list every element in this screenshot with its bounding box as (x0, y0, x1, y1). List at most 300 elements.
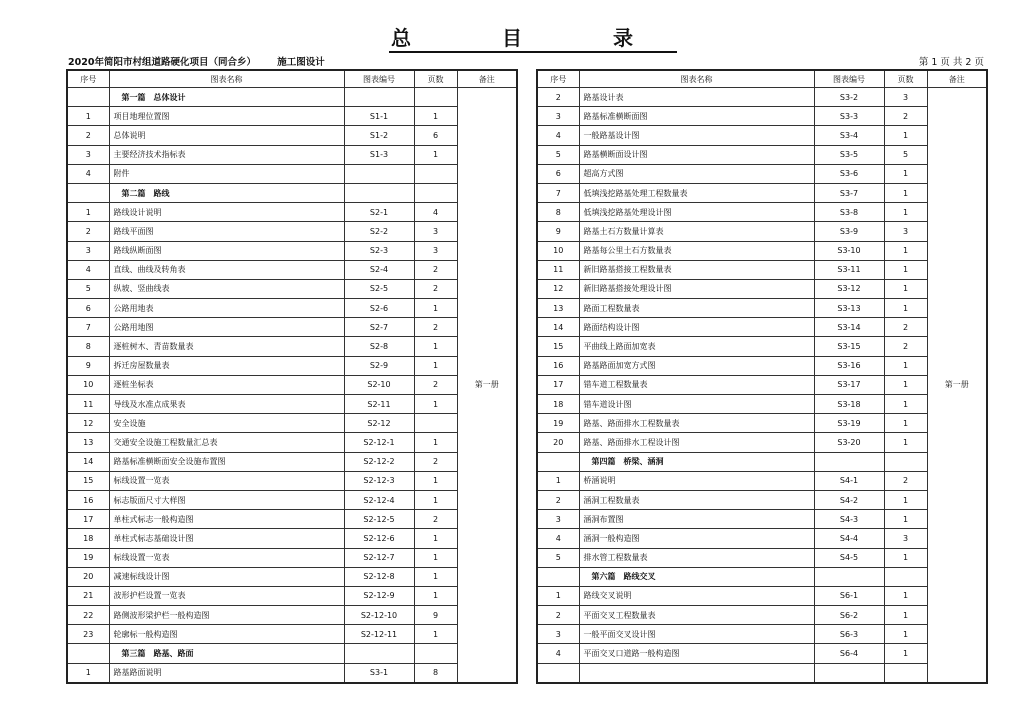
cell-pages (884, 663, 927, 683)
cell-code: S3-18 (814, 395, 884, 414)
table-row (537, 203, 987, 222)
cell-pages: 5 (884, 145, 927, 164)
table-row (67, 567, 517, 586)
cell-seq: 11 (67, 395, 109, 414)
cell-pages: 2 (414, 510, 457, 529)
cell-pages: 2 (414, 260, 457, 279)
cell-name: 减速标线设计图 (109, 567, 344, 586)
table-row (67, 452, 517, 471)
table-header-row (67, 70, 517, 88)
cell-name: 路线交叉说明 (579, 586, 814, 605)
cell-seq: 2 (67, 126, 109, 145)
cell-code: S3-11 (814, 260, 884, 279)
cell-pages: 1 (884, 241, 927, 260)
cell-code: S3-3 (814, 107, 884, 126)
cell-seq: 14 (67, 452, 109, 471)
cell-pages: 1 (884, 510, 927, 529)
cell-name: 逐桩坐标表 (109, 375, 344, 394)
cell-name: 排水管工程数量表 (579, 548, 814, 567)
section-title: 第二篇 路线 (109, 183, 344, 202)
section-title: 第三篇 路基、路面 (109, 644, 344, 663)
table-row (537, 299, 987, 318)
cell-name: 导线及水准点成果表 (109, 395, 344, 414)
cell-name: 新旧路基搭接处理设计图 (579, 279, 814, 298)
cell-pages: 1 (884, 356, 927, 375)
cell-seq: 15 (537, 337, 579, 356)
cell-pages: 1 (884, 548, 927, 567)
cell-seq: 3 (67, 241, 109, 260)
cell-seq: 18 (537, 395, 579, 414)
cell-pages: 1 (884, 414, 927, 433)
cell-pages: 3 (414, 222, 457, 241)
header-pages: 页数 (414, 70, 457, 88)
cell-pages (414, 164, 457, 183)
section-row (67, 183, 517, 202)
cell-name: 轮廓标一般构造图 (109, 625, 344, 644)
cell-code: S2-12-10 (344, 606, 414, 625)
cell-seq: 6 (537, 164, 579, 183)
cell-name: 交通安全设施工程数量汇总表 (109, 433, 344, 452)
header-note: 备注 (927, 70, 987, 88)
table-row (537, 529, 987, 548)
cell-code: S2-1 (344, 203, 414, 222)
cell-name: 路基土石方数量计算表 (579, 222, 814, 241)
cell-pages (414, 644, 457, 663)
cell-seq: 3 (537, 107, 579, 126)
left-catalog-table (66, 69, 518, 684)
table-row (537, 644, 987, 663)
table-row (537, 663, 987, 683)
cell-pages: 1 (884, 126, 927, 145)
cell-code: S4-3 (814, 510, 884, 529)
cell-name: 超高方式图 (579, 164, 814, 183)
cell-code: S2-12-3 (344, 471, 414, 490)
cell-seq (67, 183, 109, 202)
cell-code: S2-3 (344, 241, 414, 260)
cell-pages: 2 (884, 318, 927, 337)
cell-code: S2-12-11 (344, 625, 414, 644)
cell-name: 单柱式标志一般构造图 (109, 510, 344, 529)
table-row (67, 203, 517, 222)
table-row (537, 395, 987, 414)
cell-code: S3-4 (814, 126, 884, 145)
table-row (67, 471, 517, 490)
document-title (0, 22, 1024, 53)
section-row (537, 452, 987, 471)
header-name: 图表名称 (109, 70, 344, 88)
cell-code: S3-17 (814, 375, 884, 394)
cell-pages: 1 (414, 337, 457, 356)
cell-seq: 5 (537, 145, 579, 164)
cell-pages: 1 (414, 471, 457, 490)
header-code: 图表编号 (344, 70, 414, 88)
table-row (67, 663, 517, 683)
cell-name: 单柱式标志基础设计图 (109, 529, 344, 548)
cell-pages: 1 (414, 299, 457, 318)
cell-name: 公路用地图 (109, 318, 344, 337)
cell-seq: 6 (67, 299, 109, 318)
cell-name: 纵坡、竖曲线表 (109, 279, 344, 298)
cell-seq: 1 (537, 471, 579, 490)
right-catalog-table (536, 69, 988, 684)
cell-pages: 1 (414, 490, 457, 509)
title-text: 总 目 录 (389, 22, 677, 53)
cell-code: S6-1 (814, 586, 884, 605)
cell-pages: 1 (414, 107, 457, 126)
cell-name: 低填浅挖路基处理设计图 (579, 203, 814, 222)
cell-name: 主要经济技术指标表 (109, 145, 344, 164)
cell-pages: 8 (414, 663, 457, 683)
cell-name: 低填浅挖路基处理工程数量表 (579, 183, 814, 202)
cell-name: 标志版面尺寸大样图 (109, 490, 344, 509)
cell-seq: 4 (67, 260, 109, 279)
table-row (537, 222, 987, 241)
cell-name: 涵洞一般构造图 (579, 529, 814, 548)
cell-pages: 1 (414, 145, 457, 164)
table-row (67, 164, 517, 183)
cell-seq: 17 (67, 510, 109, 529)
cell-pages: 1 (884, 395, 927, 414)
cell-seq: 10 (67, 375, 109, 394)
table-row (537, 337, 987, 356)
cell-pages: 1 (414, 395, 457, 414)
cell-code (814, 452, 884, 471)
table-row (67, 241, 517, 260)
table-row (537, 279, 987, 298)
cell-seq: 9 (537, 222, 579, 241)
cell-name: 标线设置一览表 (109, 471, 344, 490)
table-row (537, 318, 987, 337)
cell-pages (884, 567, 927, 586)
cell-name: 新旧路基搭接工程数量表 (579, 260, 814, 279)
cell-seq: 12 (537, 279, 579, 298)
section-row (537, 567, 987, 586)
table-row (67, 625, 517, 644)
cell-seq: 22 (67, 606, 109, 625)
cell-code: S4-2 (814, 490, 884, 509)
table-row (537, 88, 987, 107)
cell-pages: 1 (884, 586, 927, 605)
cell-pages: 4 (414, 203, 457, 222)
cell-pages: 1 (884, 375, 927, 394)
cell-seq: 12 (67, 414, 109, 433)
cell-pages: 2 (414, 375, 457, 394)
cell-seq: 23 (67, 625, 109, 644)
table-row (67, 356, 517, 375)
cell-seq: 2 (537, 88, 579, 107)
table-row (537, 356, 987, 375)
cell-code: S2-12-9 (344, 586, 414, 605)
table-row (537, 126, 987, 145)
cell-seq: 4 (537, 126, 579, 145)
cell-pages: 1 (884, 183, 927, 202)
cell-code (344, 164, 414, 183)
cell-seq: 10 (537, 241, 579, 260)
cell-pages: 2 (884, 107, 927, 126)
table-row (67, 433, 517, 452)
cell-name: 直线、曲线及转角表 (109, 260, 344, 279)
table-row (67, 490, 517, 509)
cell-seq: 13 (67, 433, 109, 452)
cell-seq: 15 (67, 471, 109, 490)
volume-note: 第一册 (457, 88, 517, 683)
table-row (67, 222, 517, 241)
cell-name: 公路用地表 (109, 299, 344, 318)
cell-seq: 1 (537, 586, 579, 605)
cell-name: 拆迁房屋数量表 (109, 356, 344, 375)
cell-code: S2-12-5 (344, 510, 414, 529)
cell-seq: 4 (537, 644, 579, 663)
cell-code: S3-20 (814, 433, 884, 452)
table-row (67, 375, 517, 394)
cell-pages: 1 (884, 203, 927, 222)
cell-seq: 17 (537, 375, 579, 394)
cell-code: S2-4 (344, 260, 414, 279)
cell-seq: 2 (537, 606, 579, 625)
cell-code: S3-2 (814, 88, 884, 107)
table-row (67, 299, 517, 318)
table-row (537, 183, 987, 202)
table-row (67, 395, 517, 414)
cell-pages: 1 (414, 625, 457, 644)
cell-seq: 1 (67, 107, 109, 126)
cell-code: S2-6 (344, 299, 414, 318)
section-title: 第一篇 总体设计 (109, 88, 344, 107)
cell-code: S3-14 (814, 318, 884, 337)
table-row (537, 260, 987, 279)
cell-name: 一般平面交叉设计图 (579, 625, 814, 644)
cell-code: S4-1 (814, 471, 884, 490)
cell-name: 安全设施 (109, 414, 344, 433)
cell-pages: 1 (884, 606, 927, 625)
project-header (68, 54, 325, 68)
cell-seq: 3 (67, 145, 109, 164)
cell-pages: 3 (884, 529, 927, 548)
cell-seq: 9 (67, 356, 109, 375)
cell-seq: 2 (537, 490, 579, 509)
header-seq: 序号 (537, 70, 579, 88)
cell-code: S2-12-6 (344, 529, 414, 548)
table-row (67, 318, 517, 337)
cell-pages: 1 (884, 644, 927, 663)
cell-name: 附件 (109, 164, 344, 183)
cell-pages: 1 (884, 260, 927, 279)
cell-code: S2-2 (344, 222, 414, 241)
cell-name: 路基路面说明 (109, 663, 344, 683)
cell-code (814, 567, 884, 586)
header-seq: 序号 (67, 70, 109, 88)
project-name: 2020年简阳市村组道路硬化项目（同合乡） (68, 57, 256, 68)
cell-name: 路线设计说明 (109, 203, 344, 222)
cell-name: 路面结构设计图 (579, 318, 814, 337)
cell-code (344, 644, 414, 663)
cell-seq: 5 (537, 548, 579, 567)
cell-code: S2-9 (344, 356, 414, 375)
cell-code: S2-12-1 (344, 433, 414, 452)
table-row (537, 107, 987, 126)
cell-name: 标线设置一览表 (109, 548, 344, 567)
table-row (537, 164, 987, 183)
cell-name: 路基、路面排水工程设计图 (579, 433, 814, 452)
table-row (537, 375, 987, 394)
cell-code: S1-3 (344, 145, 414, 164)
table-row (67, 337, 517, 356)
cell-name: 一般路基设计图 (579, 126, 814, 145)
cell-pages (414, 414, 457, 433)
cell-seq: 19 (537, 414, 579, 433)
table-header-row (537, 70, 987, 88)
cell-pages (414, 88, 457, 107)
table-row (67, 414, 517, 433)
cell-pages: 1 (414, 567, 457, 586)
cell-code (814, 663, 884, 683)
cell-code: S2-5 (344, 279, 414, 298)
cell-pages: 6 (414, 126, 457, 145)
table-row (67, 510, 517, 529)
cell-pages: 2 (884, 337, 927, 356)
cell-name: 涵洞布置图 (579, 510, 814, 529)
cell-seq: 4 (537, 529, 579, 548)
table-row (537, 586, 987, 605)
cell-code: S2-12-8 (344, 567, 414, 586)
cell-pages: 3 (414, 241, 457, 260)
cell-code: S3-9 (814, 222, 884, 241)
cell-name: 总体说明 (109, 126, 344, 145)
cell-seq (67, 644, 109, 663)
cell-pages: 1 (884, 164, 927, 183)
table-row (537, 548, 987, 567)
cell-name: 路基横断面设计图 (579, 145, 814, 164)
cell-name: 路基路面加宽方式图 (579, 356, 814, 375)
cell-code: S3-16 (814, 356, 884, 375)
header-name: 图表名称 (579, 70, 814, 88)
cell-name: 桥涵说明 (579, 471, 814, 490)
cell-pages: 1 (884, 279, 927, 298)
cell-name: 路基标准横断面图 (579, 107, 814, 126)
cell-code: S3-8 (814, 203, 884, 222)
cell-seq: 8 (537, 203, 579, 222)
header-code: 图表编号 (814, 70, 884, 88)
table-row (537, 490, 987, 509)
cell-seq: 2 (67, 222, 109, 241)
cell-pages: 1 (414, 356, 457, 375)
cell-name: 平面交叉口道路一般构造图 (579, 644, 814, 663)
cell-name: 涵洞工程数量表 (579, 490, 814, 509)
header-pages: 页数 (884, 70, 927, 88)
table-row (537, 625, 987, 644)
cell-code: S3-12 (814, 279, 884, 298)
cell-code: S3-5 (814, 145, 884, 164)
cell-pages (414, 183, 457, 202)
cell-pages: 2 (884, 471, 927, 490)
cell-name: 路面工程数量表 (579, 299, 814, 318)
cell-name: 路侧波形梁护栏一般构造图 (109, 606, 344, 625)
cell-name: 项目地理位置图 (109, 107, 344, 126)
cell-name: 错车道设计图 (579, 395, 814, 414)
table-row (67, 145, 517, 164)
cell-pages: 3 (884, 222, 927, 241)
cell-seq: 11 (537, 260, 579, 279)
cell-code (344, 88, 414, 107)
cell-name: 路线纵断面图 (109, 241, 344, 260)
volume-note: 第一册 (927, 88, 987, 683)
table-row (67, 606, 517, 625)
cell-pages: 1 (414, 586, 457, 605)
cell-pages: 1 (884, 490, 927, 509)
cell-pages: 9 (414, 606, 457, 625)
section-row (67, 88, 517, 107)
cell-seq: 20 (67, 567, 109, 586)
cell-code: S2-12 (344, 414, 414, 433)
cell-code: S3-6 (814, 164, 884, 183)
cell-code: S1-2 (344, 126, 414, 145)
cell-code: S3-19 (814, 414, 884, 433)
table-row (67, 279, 517, 298)
cell-code (344, 183, 414, 202)
cell-seq: 19 (67, 548, 109, 567)
cell-pages: 1 (414, 433, 457, 452)
cell-seq: 16 (67, 490, 109, 509)
table-row (537, 241, 987, 260)
cell-seq: 16 (537, 356, 579, 375)
cell-seq: 7 (67, 318, 109, 337)
cell-code: S3-1 (344, 663, 414, 683)
cell-seq: 13 (537, 299, 579, 318)
section-title: 第六篇 路线交叉 (579, 567, 814, 586)
cell-pages (884, 452, 927, 471)
cell-code: S2-10 (344, 375, 414, 394)
cell-code: S3-15 (814, 337, 884, 356)
cell-seq: 3 (537, 625, 579, 644)
table-row (537, 606, 987, 625)
cell-name: 逐桩树木、青苗数量表 (109, 337, 344, 356)
table-row (537, 433, 987, 452)
cell-seq: 1 (67, 663, 109, 683)
table-row (67, 260, 517, 279)
table-row (67, 107, 517, 126)
cell-pages: 1 (414, 548, 457, 567)
cell-name: 平曲线上路面加宽表 (579, 337, 814, 356)
table-row (67, 126, 517, 145)
cell-pages: 3 (884, 88, 927, 107)
cell-seq: 8 (67, 337, 109, 356)
cell-seq: 21 (67, 586, 109, 605)
table-row (537, 414, 987, 433)
section-title: 第四篇 桥梁、涵洞 (579, 452, 814, 471)
cell-seq: 18 (67, 529, 109, 548)
cell-code: S6-3 (814, 625, 884, 644)
cell-code: S2-11 (344, 395, 414, 414)
cell-seq (537, 663, 579, 683)
table-row (537, 145, 987, 164)
table-row (537, 510, 987, 529)
cell-name: 路基每公里土石方数量表 (579, 241, 814, 260)
cell-seq (67, 88, 109, 107)
project-label: 施工图设计 (277, 57, 325, 68)
cell-name: 路基设计表 (579, 88, 814, 107)
cell-code: S2-12-4 (344, 490, 414, 509)
cell-name: 错车道工程数量表 (579, 375, 814, 394)
cell-seq: 4 (67, 164, 109, 183)
cell-code: S4-4 (814, 529, 884, 548)
cell-name: 路基、路面排水工程数量表 (579, 414, 814, 433)
cell-code: S3-10 (814, 241, 884, 260)
cell-name: 路基标准横断面安全设施布置图 (109, 452, 344, 471)
cell-seq: 1 (67, 203, 109, 222)
cell-pages: 2 (414, 279, 457, 298)
cell-code: S2-7 (344, 318, 414, 337)
cell-code: S3-13 (814, 299, 884, 318)
